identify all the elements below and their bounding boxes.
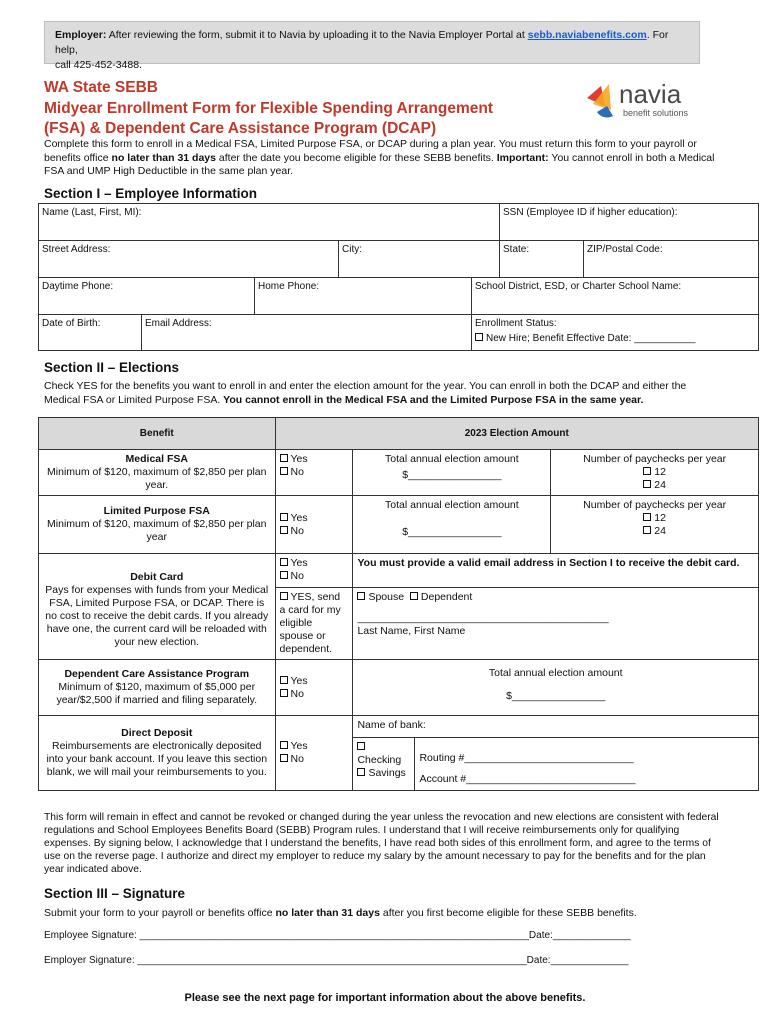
medical-no[interactable]: No bbox=[280, 466, 349, 479]
ssn-field[interactable]: SSN (Employee ID if higher education): bbox=[500, 204, 759, 241]
limited-amount-field[interactable]: $________________ bbox=[402, 526, 502, 538]
navia-logo bbox=[583, 76, 713, 126]
deposit-yes-checkbox[interactable] bbox=[280, 741, 288, 749]
direct-deposit-row: Direct Deposit Reimbursements are electronically deposited into your bank account. If you leave this section blank, we will mail your reimbursements to you. Yes No Name of bank: bbox=[39, 716, 759, 738]
logo-tagline: benefit solutions bbox=[623, 108, 689, 118]
limited-12[interactable]: 12 bbox=[555, 512, 754, 525]
limited-no[interactable]: No bbox=[280, 525, 349, 538]
enrollment-status-label: Enrollment Status: bbox=[475, 318, 557, 329]
limited-24-checkbox[interactable] bbox=[643, 526, 651, 534]
email-field[interactable]: Email Address: bbox=[142, 315, 472, 351]
dcap-no[interactable]: No bbox=[280, 688, 349, 701]
footer-note: Please see the next page for important information about the above benefits. bbox=[184, 992, 586, 1004]
zip-field[interactable]: ZIP/Postal Code: bbox=[584, 241, 759, 278]
state-field[interactable]: State: bbox=[500, 241, 584, 278]
logo-name: navia bbox=[619, 79, 682, 109]
daytime-phone-field[interactable]: Daytime Phone: bbox=[39, 278, 255, 315]
checking-checkbox[interactable] bbox=[357, 742, 365, 750]
deposit-yes[interactable]: Yes bbox=[280, 740, 349, 753]
debit-yes[interactable]: Yes bbox=[280, 557, 349, 570]
debit-no-checkbox[interactable] bbox=[280, 571, 288, 579]
section-2-heading: Section II – Elections bbox=[44, 360, 180, 375]
employer-notice bbox=[44, 21, 700, 71]
spouse-checkbox[interactable] bbox=[357, 592, 365, 600]
savings-checkbox[interactable] bbox=[357, 768, 365, 776]
school-field[interactable]: School District, ESD, or Charter School Name: bbox=[472, 278, 759, 315]
debit-spouse-row: YES, send a card for my eligible spouse or dependent. Spouse Dependent ___________________________________________ Last Name, First Name bbox=[39, 588, 759, 660]
navia-logo-mark bbox=[583, 76, 713, 126]
agreement-text: This form will remain in effect and cannot be revoked or changed during the year unless the revocation and new elections are consistent with federal regulations and School Employees Benefits Board (SEBB) Program rules. I understand that I will receive reimbursements only for qualifying expenses. By signing below, I acknowledge that I understand the benefits, I have read both sides of this enrollment form, and agree to the terms of use on the reverse page. I authorize and direct my employer to reduce my salary by the amount necessary to pay for the benefits and for the plan year indicated above. bbox=[44, 812, 719, 875]
medical-no-checkbox[interactable] bbox=[280, 467, 288, 475]
city-field[interactable]: City: bbox=[339, 241, 500, 278]
new-hire-checkbox[interactable] bbox=[475, 333, 483, 341]
employee-signature-line[interactable]: Employee Signature: ______________________________________________________________________Date:______________ bbox=[44, 930, 631, 941]
notice-label: Employer: bbox=[55, 29, 107, 41]
title-line-3: (FSA) & Dependent Care Assistance Program (DCAP) bbox=[44, 120, 437, 137]
dcap-yes-checkbox[interactable] bbox=[280, 676, 288, 684]
elections-table bbox=[38, 417, 759, 791]
form-title bbox=[44, 78, 564, 140]
deposit-no[interactable]: No bbox=[280, 753, 349, 766]
routing-field[interactable]: Routing #_____________________________ bbox=[419, 752, 634, 764]
dcap-no-checkbox[interactable] bbox=[280, 689, 288, 697]
new-hire-option[interactable]: New Hire; Benefit Effective Date: ___________ bbox=[475, 333, 756, 344]
home-phone-field[interactable]: Home Phone: bbox=[255, 278, 472, 315]
medical-amount-field[interactable]: $________________ bbox=[402, 469, 502, 481]
limited-24[interactable]: 24 bbox=[555, 525, 754, 538]
title-line-1: WA State SEBB bbox=[44, 79, 158, 96]
intro-paragraph: Complete this form to enroll in a Medical FSA, Limited Purpose FSA, or DCAP during a plan year. You must return this form to your payroll or benefits office no later than 31 days after the date you become eligible for these SEBB benefits. Important: You cannot enroll in both a Medical FSA and UMP High Deductible in the same plan year. bbox=[44, 138, 715, 177]
limited-yes-checkbox[interactable] bbox=[280, 513, 288, 521]
debit-email-note: You must provide a valid email address in Section I to receive the debit card. bbox=[353, 554, 759, 588]
debit-yes-checkbox[interactable] bbox=[280, 558, 288, 566]
checking-option[interactable] bbox=[357, 741, 410, 754]
medical-12[interactable]: 12 bbox=[555, 466, 754, 479]
notice-text-2: . For help, bbox=[55, 29, 669, 56]
medical-yes[interactable]: Yes bbox=[280, 453, 349, 466]
title-line-2: Midyear Enrollment Form for Flexible Spending Arrangement bbox=[44, 99, 493, 117]
dcap-yes[interactable]: Yes bbox=[280, 675, 349, 688]
debit-card-row: Debit Card Pays for expenses with funds from your Medical FSA, Limited Purpose FSA, or DCAP. There is no cost to receive the debit cards. If you already have one, the current card will be reloaded with your new election. Yes No You must provide a valid email address in Section I to receive the debit card. bbox=[39, 554, 759, 588]
benefit-header: Benefit bbox=[39, 418, 276, 450]
bank-name-field[interactable]: Name of bank: bbox=[353, 716, 759, 738]
account-field[interactable]: Account #_____________________________ bbox=[419, 773, 636, 785]
limited-yes[interactable]: Yes bbox=[280, 512, 349, 525]
deposit-no-checkbox[interactable] bbox=[280, 754, 288, 762]
employee-info-grid bbox=[38, 203, 759, 351]
debit-yes-send[interactable]: YES, send a card for my eligible spouse or dependent. bbox=[275, 588, 353, 660]
street-field[interactable]: Street Address: bbox=[39, 241, 339, 278]
enrollment-status bbox=[472, 315, 759, 351]
dependent-name-field[interactable]: ___________________________________________ bbox=[357, 612, 609, 624]
notice-phone: call 425-452-3488. bbox=[55, 59, 142, 71]
section-3-instructions: Submit your form to your payroll or benefits office no later than 31 days after you first become eligible for these SEBB benefits. bbox=[44, 907, 637, 919]
medical-24[interactable]: 24 bbox=[555, 479, 754, 492]
account-type-row: Checking Savings Routing #_____________________________ Account #_____________________________ bbox=[39, 738, 759, 791]
debit-no[interactable]: No bbox=[280, 570, 349, 583]
medical-yes-checkbox[interactable] bbox=[280, 454, 288, 462]
dependent-checkbox[interactable] bbox=[410, 592, 418, 600]
medical-fsa-row: Medical FSA Minimum of $120, maximum of $2,850 per plan year. Yes No Total annual election amount $________________ Number of paychecks per year 12 24 bbox=[39, 450, 759, 496]
section-3-heading: Section III – Signature bbox=[44, 886, 186, 901]
dcap-row: Dependent Care Assistance Program Minimum of $120, maximum of $5,000 per year/$2,500 if married and filing separately. Yes No Total annual election amount $________________ bbox=[39, 660, 759, 716]
dcap-amount-field[interactable]: $________________ bbox=[506, 690, 606, 702]
amount-header: 2023 Election Amount bbox=[275, 418, 758, 450]
medical-24-checkbox[interactable] bbox=[643, 480, 651, 488]
section-1-heading: Section I – Employee Information bbox=[44, 186, 258, 201]
portal-link[interactable]: sebb.naviabenefits.com bbox=[527, 29, 647, 41]
debit-yes-send-checkbox[interactable] bbox=[280, 592, 288, 600]
section-2-intro: Check YES for the benefits you want to enroll in and enter the election amount for the year. You can enroll in both the DCAP and either the Medical FSA or Limited Purpose FSA. You cannot enroll in the Medical FSA and the Limited Purpose FSA in the same year. bbox=[44, 380, 687, 406]
notice-text: After reviewing the form, submit it to Navia by uploading it to the Navia Employer Portal at bbox=[108, 29, 525, 41]
savings-option[interactable]: Savings bbox=[357, 767, 410, 780]
medical-12-checkbox[interactable] bbox=[643, 467, 651, 475]
employer-signature-line[interactable]: Employer Signature: ______________________________________________________________________Date:______________ bbox=[44, 955, 629, 966]
limited-12-checkbox[interactable] bbox=[643, 513, 651, 521]
name-field[interactable]: Name (Last, First, MI): bbox=[39, 204, 500, 241]
limited-fsa-row: Limited Purpose FSA Minimum of $120, maximum of $2,850 per plan year Yes No Total annual election amount $________________ Number of paychecks per year 12 24 bbox=[39, 496, 759, 554]
dob-field[interactable]: Date of Birth: bbox=[39, 315, 142, 351]
limited-no-checkbox[interactable] bbox=[280, 526, 288, 534]
